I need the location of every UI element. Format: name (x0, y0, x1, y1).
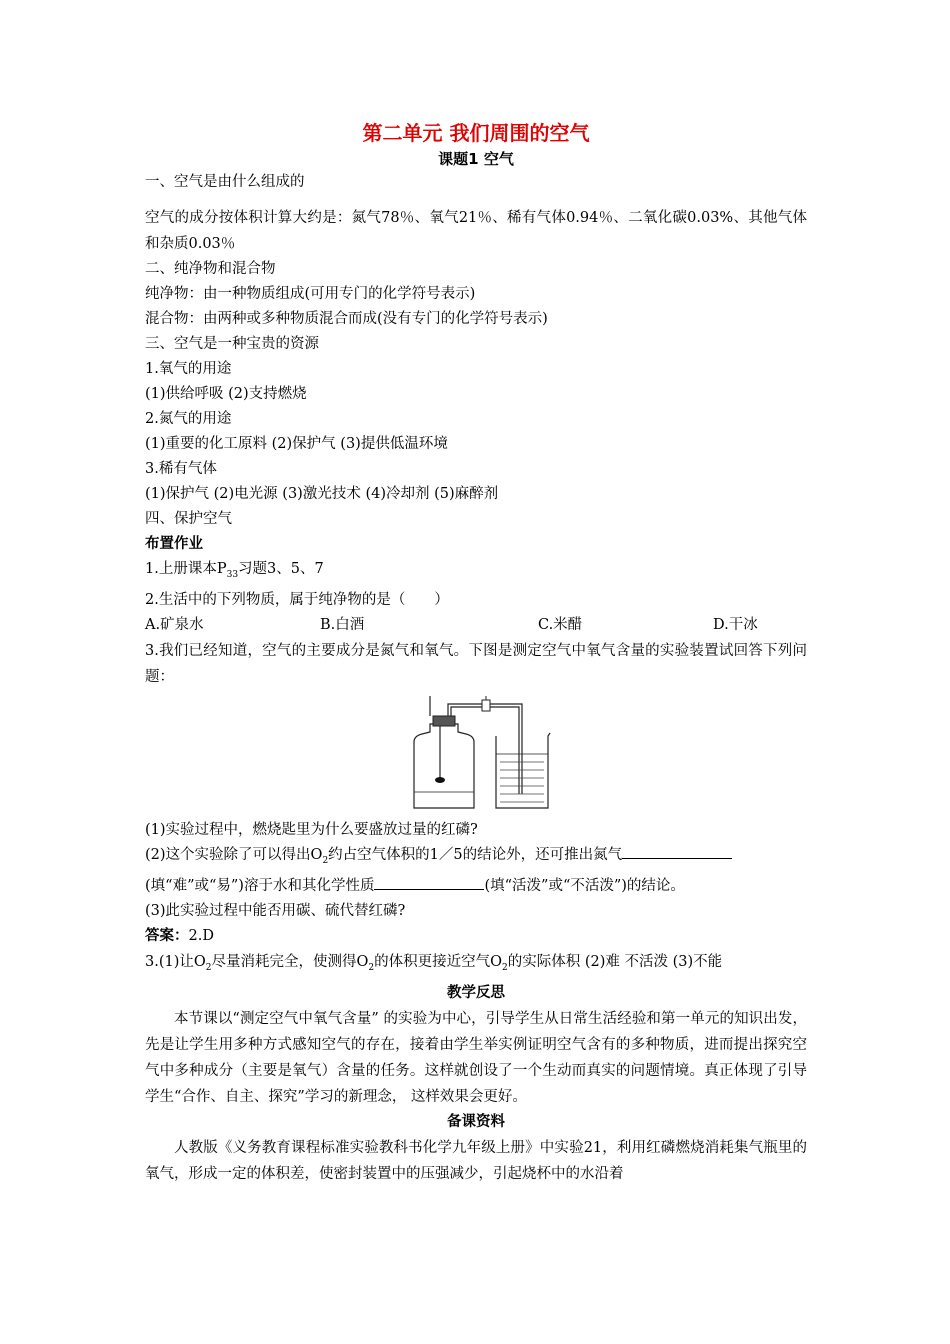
oxygen-uses-heading: 1.氧气的用途 (145, 361, 232, 377)
rare-gas-uses: (1)保护气 (2)电光源 (3)激光技术 (4)冷却剂 (5)麻醉剂 (145, 486, 499, 502)
answer-3: 3.(1)让$O_2$尽量消耗完全，使测得$O_2$的体积更接近空气$O_2$的实际体积 (2)难 不活泼 (3)不能 (145, 953, 723, 973)
oxygen-uses: (1)供给呼吸 (2)支持燃烧 (145, 386, 307, 402)
question-3: (3)此实验过程中能否用碳、硫代替红磷? (145, 902, 406, 919)
reflection-heading: 教学反思 (447, 984, 505, 1001)
section-1-heading: 一、空气是由什么组成的 (145, 174, 305, 190)
choice-a: A.矿泉水 (145, 616, 204, 633)
homework-1: 1.上册课本$P_{33}$习题3、5、7 (145, 561, 324, 580)
section-2-heading: 二、纯净物和混合物 (145, 261, 276, 277)
homework-2-choices (145, 613, 807, 638)
homework-3: 3.我们已经知道，空气的主要成分是氮气和氧气。下图是测定空气中氧气含量的实验装置试回答下列问题： (145, 642, 807, 685)
answer-2: 答案：2.D (145, 927, 214, 944)
answer-blank-1[interactable] (622, 844, 732, 859)
section-4-heading: 四、保护空气 (145, 511, 232, 527)
question-2-line-1: (2)这个实验除了可以得出$O_2$约占空气体积的1／5的结论外，还可推出氮气 (145, 843, 807, 874)
choice-d: D.干冰 (713, 616, 758, 633)
nitrogen-uses-heading: 2.氮气的用途 (145, 411, 232, 427)
homework-2: 2.生活中的下列物质，属于纯净物的是（ ） (145, 591, 449, 608)
oxygen-experiment-apparatus (400, 696, 560, 814)
homework-heading: 布置作业 (145, 536, 203, 552)
question-2-line-2: (填“难”或“易”)溶于水和其化学性质 (填“活泼”或“不活泼”)的结论。 (145, 874, 807, 899)
choice-c: C.米醋 (538, 616, 583, 633)
reference-heading: 备课资料 (447, 1113, 505, 1130)
nitrogen-uses: (1)重要的化工原料 (2)保护气 (3)提供低温环境 (145, 436, 448, 452)
air-composition-text: 空气的成分按体积计算大约是：氮气78％、氧气21％、稀有气体0.94％、二氧化碳0.03%、其他气体和杂质0.03％ (145, 210, 807, 252)
reflection-text: 本节课以“测定空气中氧气含量” 的实验为中心，引导学生从日常生活经验和第一单元的知识出发，先是让学生用多种方式感知空气的存在，接着由学生举实例证明空气含有的多种物质，进而提出探究空气中多种成分（主要是氧气）含量的任务。这样就创设了一个生动而真实的问题情境。真正体现了引导学生“合作、自主、探究”学习的新理念， 这样效果会更好。 (145, 1010, 807, 1105)
answer-blank-2[interactable] (374, 875, 484, 890)
unit-title: 第二单元 我们周围的空气 (362, 121, 590, 145)
choice-b: B.白酒 (320, 616, 365, 633)
reference-text: 人教版《义务教育课程标准实验教科书化学九年级上册》中实验21，利用红磷燃烧消耗集气瓶里的氧气，形成一定的体积差，使密封装置中的压强减少，引起烧杯中的水沿着 (145, 1139, 807, 1182)
section-3-heading: 三、空气是一种宝贵的资源 (145, 336, 319, 352)
mixture-definition: 混合物：由两种或多种物质混合而成(没有专门的化学符号表示) (145, 311, 548, 327)
document-page (145, 118, 807, 1187)
question-1: (1)实验过程中，燃烧匙里为什么要盛放过量的红磷? (145, 821, 478, 838)
lesson-title: 课题1 空气 (438, 150, 514, 168)
rare-gas-heading: 3.稀有气体 (145, 461, 217, 477)
pure-substance-definition: 纯净物：由一种物质组成(可用专门的化学符号表示) (145, 286, 476, 302)
